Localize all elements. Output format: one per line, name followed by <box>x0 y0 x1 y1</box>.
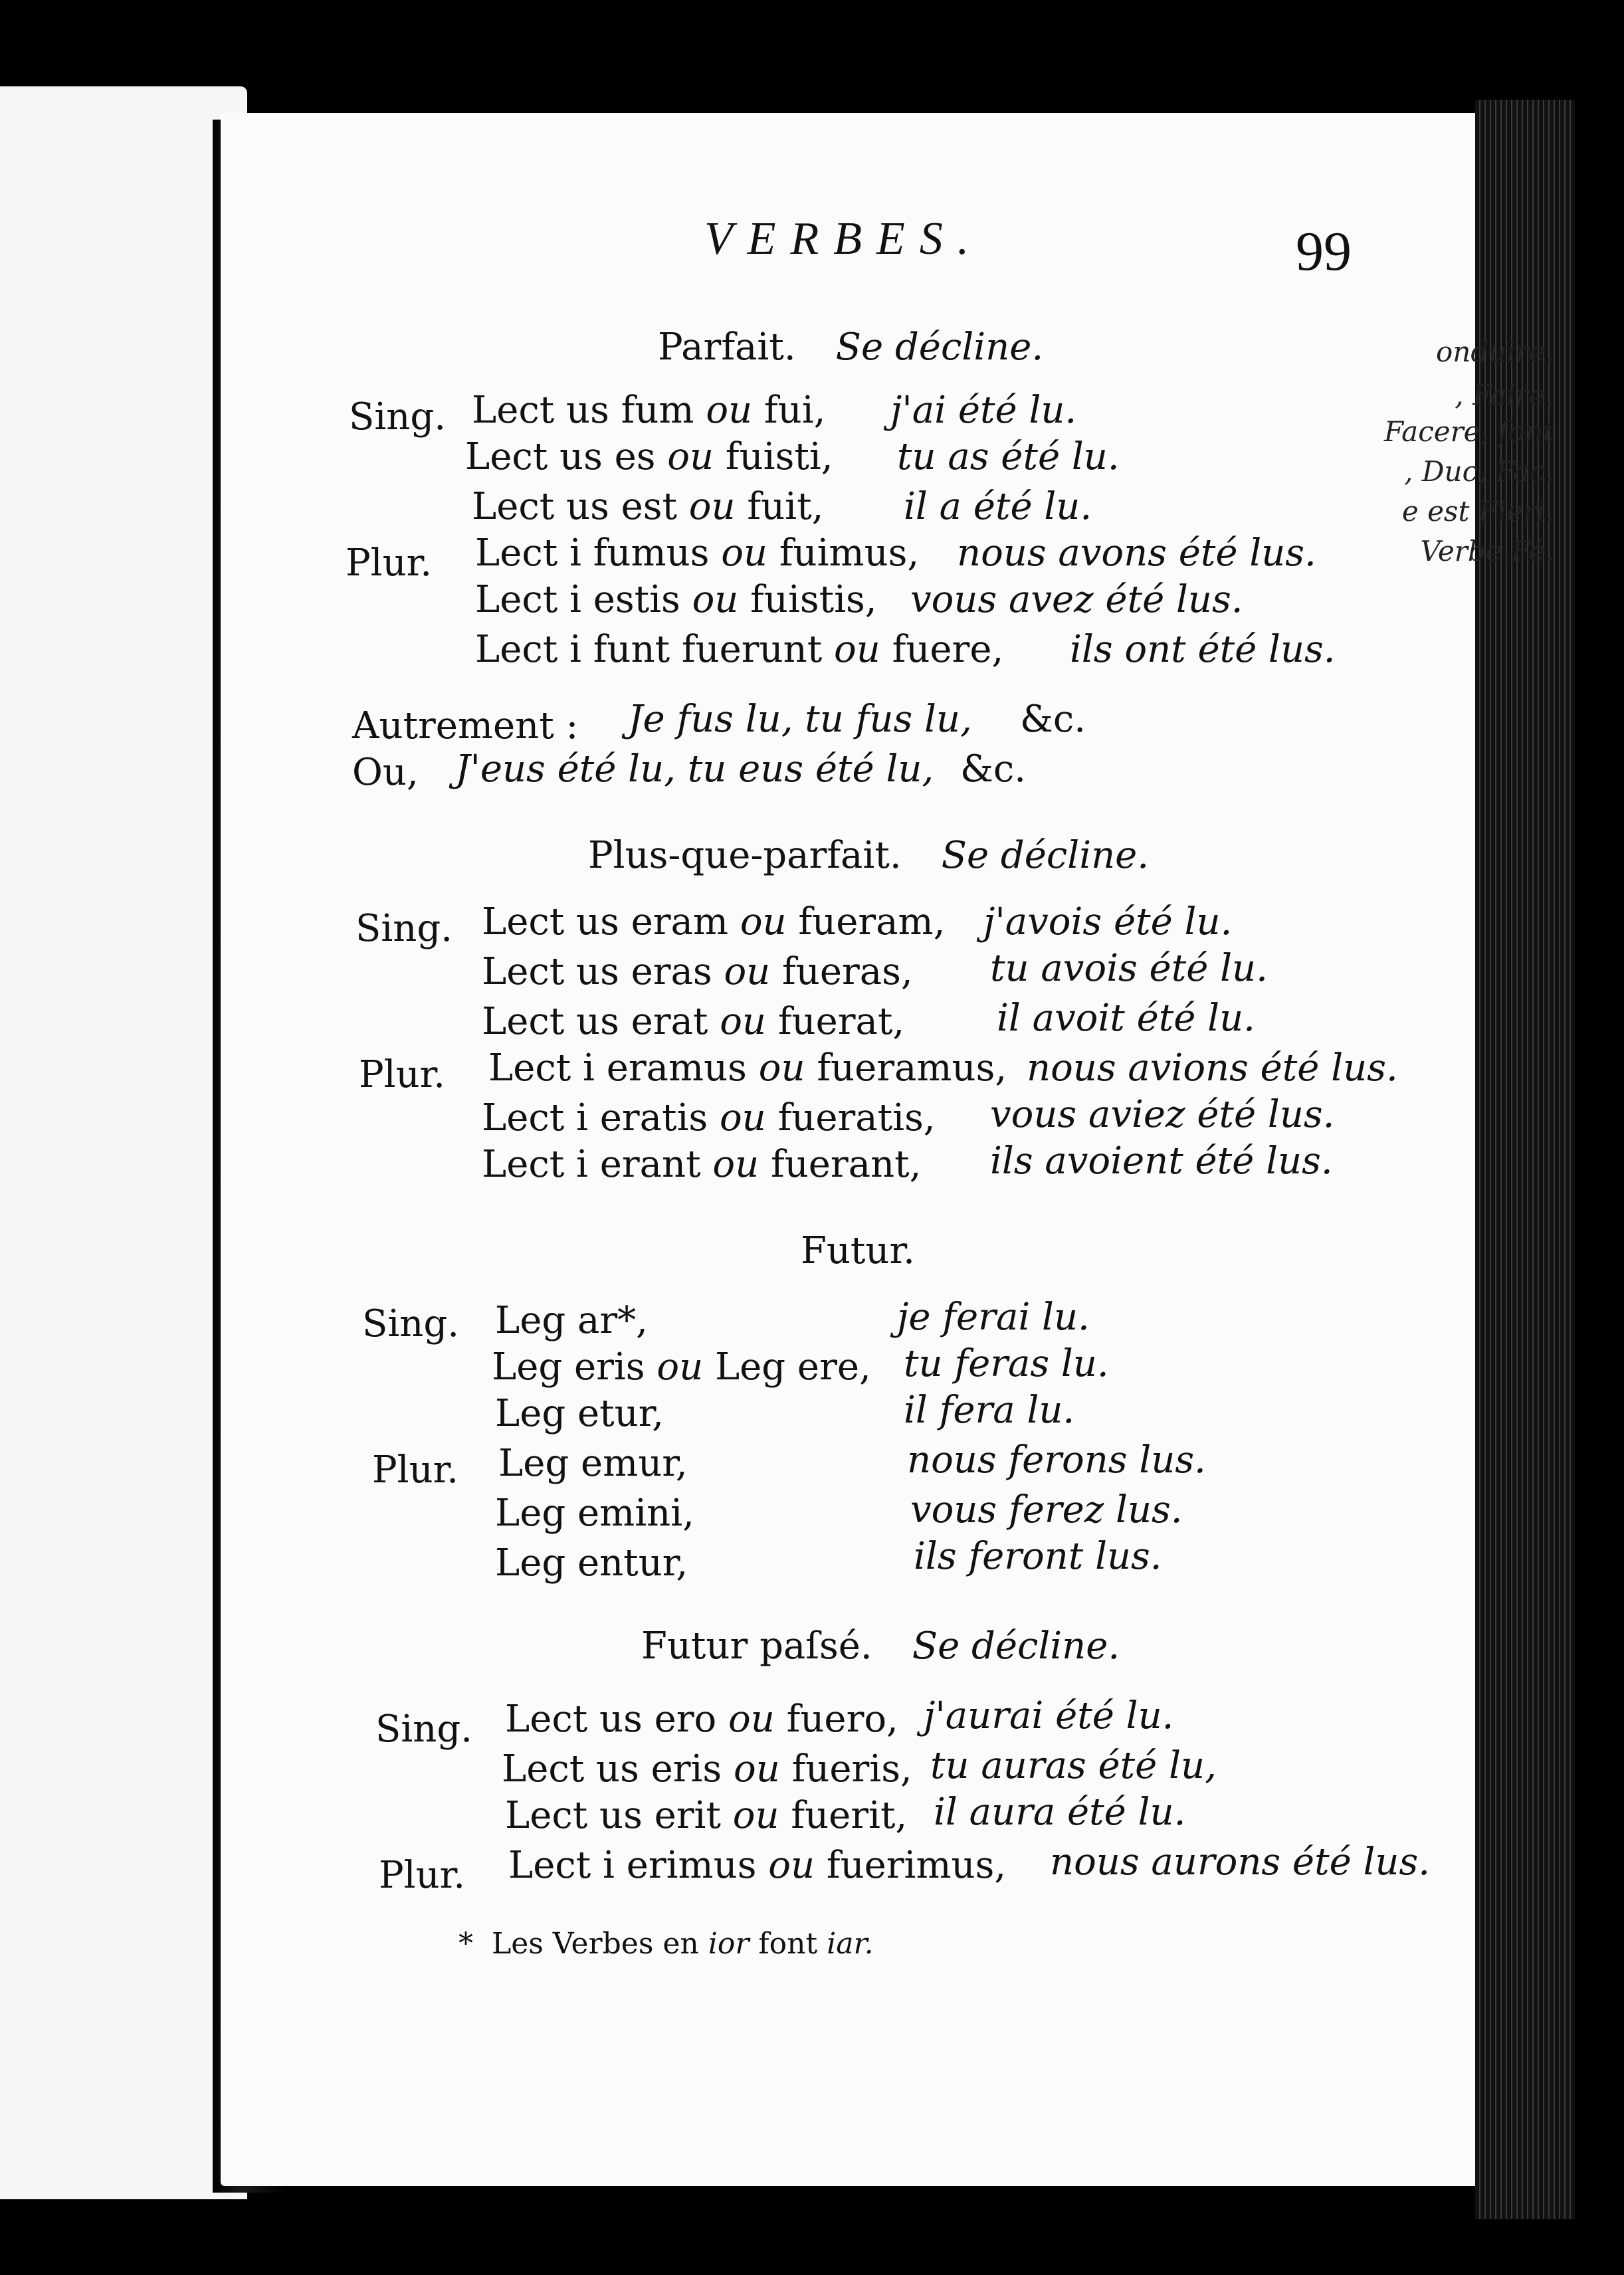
latin-form: Lect us eris ou fueris, <box>502 1747 912 1791</box>
section-note: Se décline. <box>912 1625 1120 1668</box>
french-translation: vous avez été lus. <box>910 578 1243 621</box>
latin-form: Leg ar*, <box>495 1299 648 1342</box>
french-translation: tu as été lu. <box>897 435 1120 478</box>
latin-form: Lect i funt fuerunt ou fuere, <box>475 628 1004 671</box>
latin-form: Lect us est ou fuit, <box>472 485 824 528</box>
section-note: Se décline. <box>835 326 1044 369</box>
french-translation: nous ferons lus. <box>907 1438 1206 1482</box>
latin-form: Lect i erant ou fuerant, <box>482 1143 922 1186</box>
left-facing-page <box>0 86 247 2199</box>
footnote-text: Les Verbes en <box>491 1927 699 1961</box>
ou-label: Ou, <box>352 751 419 794</box>
section-title-plus-que-parfait <box>588 834 1149 877</box>
french-translation: tu auras été lu, <box>930 1744 1217 1787</box>
french-translation: ils avoient été lus. <box>990 1139 1333 1183</box>
latin-form: Lect us es ou fuisti, <box>465 435 833 478</box>
row-label: Plur. <box>346 542 433 585</box>
footnote-marker: * <box>458 1927 473 1961</box>
section-title-text: Parfait. <box>658 326 796 369</box>
section-title-futur-passe <box>641 1625 1120 1668</box>
autrement-text: Je fus lu, tu fus lu, <box>628 698 972 741</box>
row-label: Plur. <box>359 1053 446 1096</box>
ou-text: J'eus été lu, tu eus été lu, <box>455 747 934 791</box>
section-title-text: Futur paſsé. <box>641 1625 872 1668</box>
latin-form: Leg eris ou Leg ere, <box>492 1345 871 1389</box>
french-translation: nous avons été lus. <box>957 532 1316 575</box>
section-title-text: Plus-que-parfait. <box>588 834 902 877</box>
french-translation: j'aurai été lu. <box>924 1694 1174 1737</box>
section-title-parfait <box>658 326 1043 369</box>
section-title-futur <box>801 1229 915 1272</box>
french-translation: je ferai lu. <box>897 1296 1090 1339</box>
latin-form: Leg etur, <box>495 1392 664 1435</box>
french-translation: il a été lu. <box>904 485 1092 528</box>
french-translation: tu avois été lu. <box>990 947 1268 990</box>
latin-form: Lect us erat ou fuerat, <box>482 1000 905 1043</box>
left-fragment-2: , Faire. <box>1455 379 1554 411</box>
latin-form: Lect us erit ou fuerit, <box>505 1794 908 1837</box>
latin-form: Leg emur, <box>498 1442 688 1485</box>
left-fragment-3: Facere, font <box>1383 415 1554 448</box>
row-label: Sing. <box>375 1708 472 1751</box>
latin-form: Lect us eram ou fueram, <box>482 900 946 943</box>
section-title-text: Futur. <box>801 1229 915 1272</box>
footnote <box>458 1927 874 1961</box>
french-translation: il fera lu. <box>904 1389 1075 1432</box>
ou-etc: &c. <box>960 747 1027 791</box>
latin-form: Lect us fum ou fui, <box>472 389 826 432</box>
section-note: Se décline. <box>941 834 1150 877</box>
footnote-iar: iar. <box>827 1927 874 1961</box>
latin-form: Leg emini, <box>495 1492 694 1535</box>
french-translation: j'ai été lu. <box>890 389 1077 432</box>
latin-form: Lect i estis ou fuistis, <box>475 578 877 621</box>
row-label: Sing. <box>355 907 453 950</box>
french-translation: ils feront lus. <box>914 1535 1162 1578</box>
french-translation: tu feras lu. <box>904 1342 1109 1385</box>
left-fragment-6: Verbe Fé. <box>1420 535 1554 567</box>
french-translation: nous avions été lus. <box>1027 1046 1398 1090</box>
left-fragment-4: , Duc, Fac. <box>1404 455 1554 488</box>
running-head: VERBES. <box>704 213 984 264</box>
latin-form: Lect i eramus ou fueramus, <box>488 1046 1007 1090</box>
autrement-label: Autrement : <box>352 704 579 747</box>
french-translation: il avoit été lu. <box>997 997 1255 1040</box>
autrement-etc: &c. <box>1020 698 1086 741</box>
latin-form: Lect i fumus ou fuimus, <box>475 532 920 575</box>
footnote-mid: font <box>758 1927 818 1961</box>
row-label: Plur. <box>379 1854 466 1897</box>
latin-form: Lect i eratis ou fueratis, <box>482 1096 936 1139</box>
row-label: Sing. <box>362 1302 459 1345</box>
latin-form: Lect us ero ou fuero, <box>505 1698 898 1741</box>
row-label: Sing. <box>349 395 446 439</box>
french-translation: nous aurons été lus. <box>1050 1840 1431 1884</box>
page-number: 99 <box>1296 221 1352 282</box>
latin-form: Lect i erimus ou fuerimus, <box>508 1844 1007 1887</box>
french-translation: il aura été lu. <box>934 1791 1186 1834</box>
french-translation: j'avois été lu. <box>983 900 1233 943</box>
french-translation: vous aviez été lus. <box>990 1093 1335 1136</box>
french-translation: ils ont été lus. <box>1070 628 1336 671</box>
left-fragment-1: onduire. <box>1436 336 1554 368</box>
french-translation: vous ferez lus. <box>910 1488 1183 1532</box>
latin-form: Leg entur, <box>495 1541 688 1585</box>
latin-form: Lect us eras ou fueras, <box>482 950 913 993</box>
left-fragment-5: e est Fieri. <box>1401 495 1554 528</box>
footnote-ior: ior <box>708 1927 750 1961</box>
row-label: Plur. <box>372 1448 459 1492</box>
